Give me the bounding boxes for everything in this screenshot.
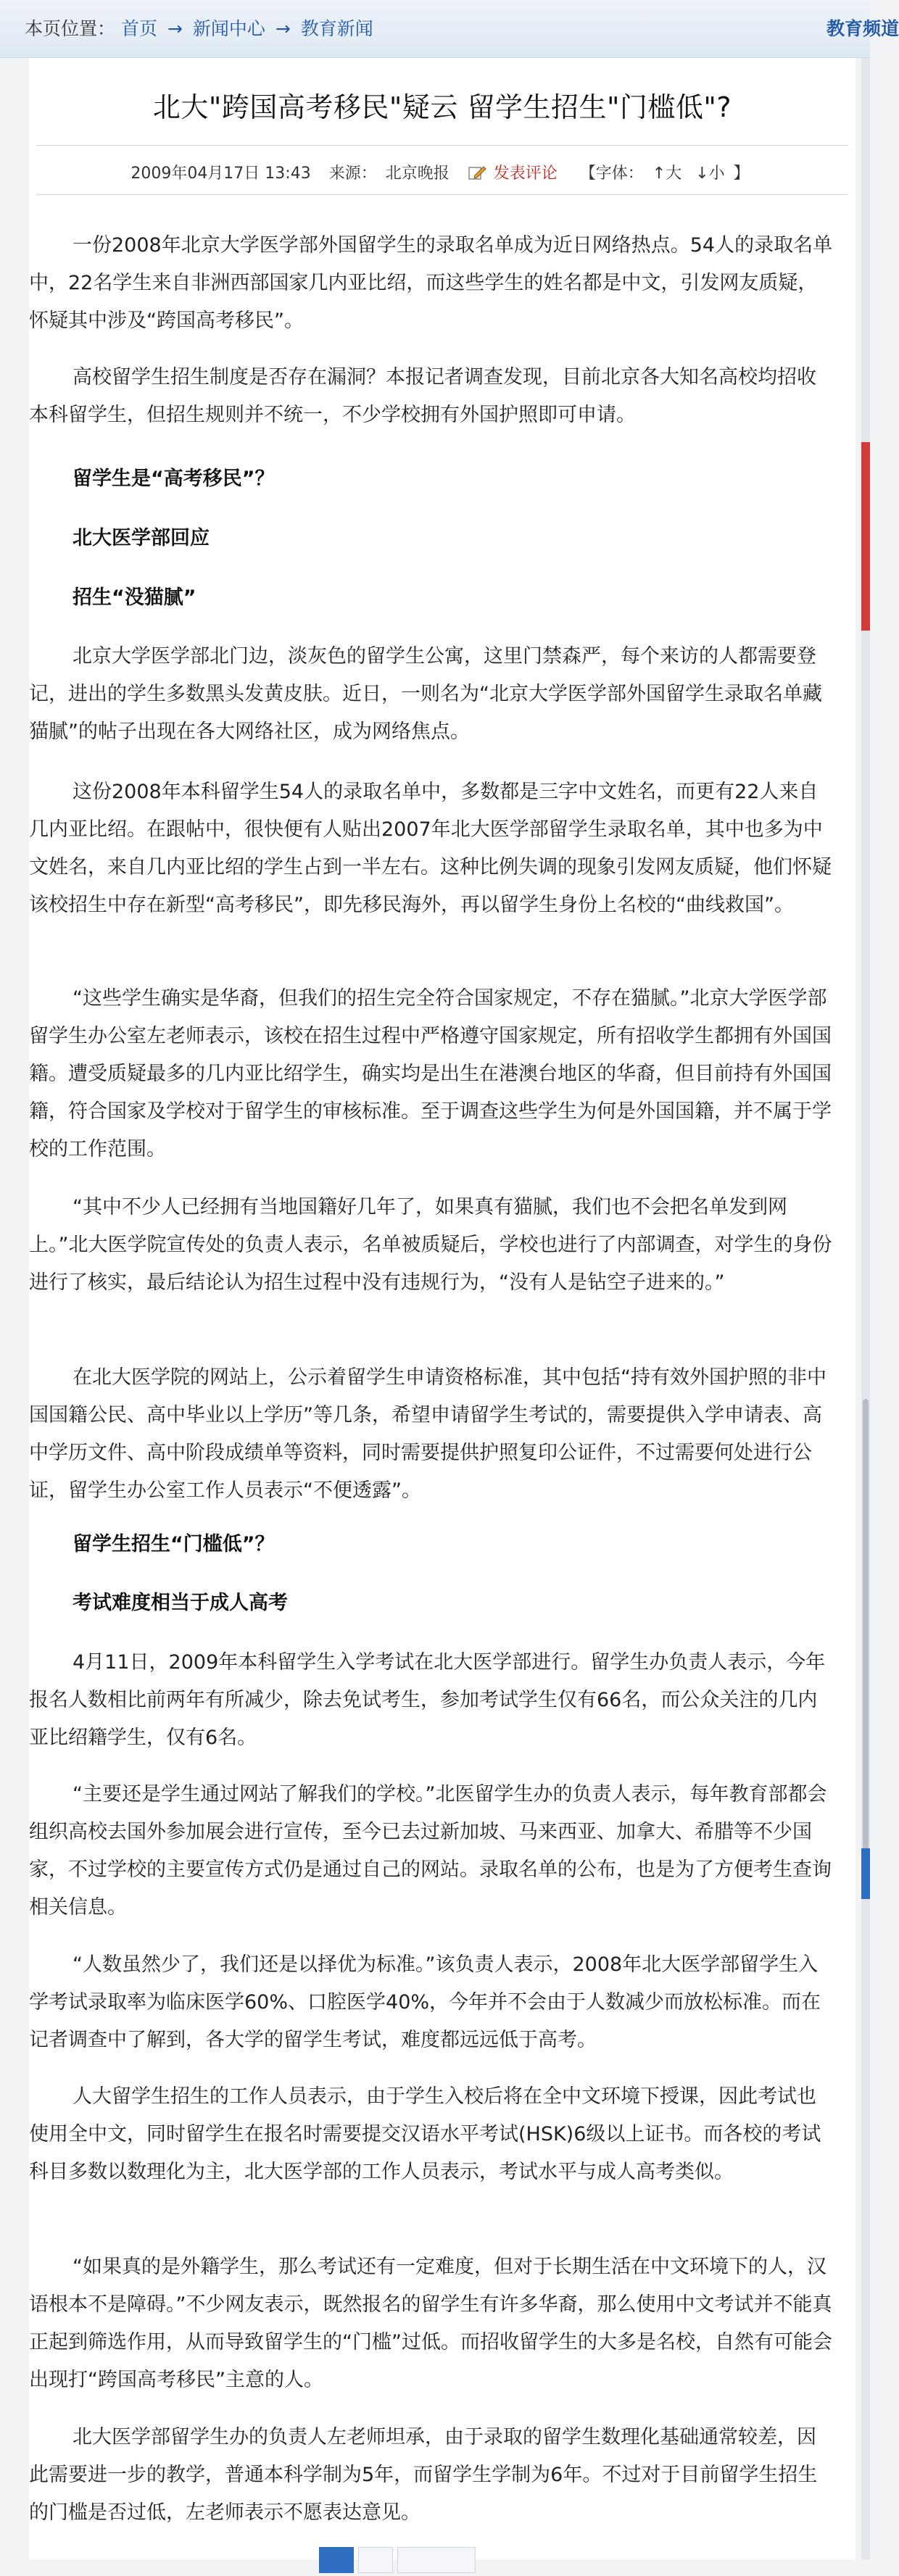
article-paragraph: “主要还是学生通过网站了解我们的学校。”北医留学生办的负责人表示，每年教育部都会组织高校去国外参加展会进行宣传，至今已去过新加坡、马来西亚、加拿大、希腊等不少国家，不过学校的主要宣传方式仍是通过自己的网站。录取名单的公布，也是为了方便考生查询相关信息。 [29, 1783, 832, 1919]
publish-date: 2009年04月17日 13:43 [130, 165, 311, 183]
article-paragraph: “如果真的是外籍学生，那么考试还有一定难度，但对于长期生活在中文环境下的人，汉语根本不是障碍。”不少网友表示，既然报名的留学生有许多华裔，那么使用中文考试并不能真正起到筛选作用，从而导致留学生的“门槛”过低。而招收留学生的大多是名校，自然有可能会出现打“跨国高考移民”主意的人。 [29, 2256, 832, 2391]
meta-divider [36, 194, 848, 195]
article-paragraph: 这份2008年本科留学生54人的录取名单中，多数都是三字中文姓名，而更有22人来自几内亚比绍。在跟帖中，很快便有人贴出2007年北大医学部留学生录取名单，其中也多为中文姓名，来自几内亚比绍的学生占到一半左右。这种比例失调的现象引发网友质疑，他们怀疑该校招生中存在新型“高考移民”，即先移民海外，再以留学生身份上名校的“曲线救国”。 [29, 781, 832, 916]
side-banner-red [861, 442, 870, 631]
page-scrollbar[interactable] [861, 58, 870, 2559]
breadcrumb-link-home[interactable]: 首页 [120, 18, 157, 39]
comment-label[interactable]: 发表评论 [493, 165, 558, 183]
article-paragraph: “这些学生确实是华裔，但我们的招生完全符合国家规定，不存在猫腻。”北京大学医学部留学生办公室左老师表示，该校在招生过程中严格遵守国家规定，所有招收学生都拥有外国国籍。遭受质疑最多的几内亚比绍学生，确实均是出生在港澳台地区的华裔，但目前持有外国国籍，符合国家及学校对于留学生的审核标准。至于调查这些学生为何是外国国籍，并不属于学校的工作范围。 [29, 987, 832, 1160]
article-paragraph: 北大医学部留学生办的负责人左老师坦承，由于录取的留学生数理化基础通常较差，因此需要进一步的教学，普通本科学制为5年，而留学生学制为6年。不过对于目前留学生招生的门槛是否过低，左老师表示不愿表达意见。 [29, 2426, 818, 2524]
breadcrumb-link-news-center[interactable]: 新闻中心 [192, 18, 265, 39]
font-smaller-button[interactable]: ↓小 [695, 165, 725, 183]
title-divider [36, 145, 848, 146]
breadcrumb-arrow-icon: → [167, 18, 183, 39]
section-heading: 留学生招生“门槛低”？ [72, 1533, 275, 1555]
article-paragraph: 4月11日，2009年本科留学生入学考试在北大医学部进行。留学生办负责人表示，今年报名人数相比前两年有所减少，除去免试考生，参加考试学生仅有66名，而公众关注的几内亚比绍籍学生，仅有6名。 [29, 1651, 826, 1749]
font-label-close: 】 [733, 165, 750, 183]
article-meta [29, 159, 856, 188]
page-button-current[interactable] [319, 2547, 354, 2573]
pen-icon [468, 165, 486, 180]
article-paragraph: “其中不少人已经拥有当地国籍好几年了，如果真有猫腻，我们也不会把名单发到网上。”北大医学院宣传处的负责人表示，名单被质疑后，学校也进行了内部调查，对学生的身份进行了核实，最后结论认为招生过程中没有违规行为，“没有人是钻空子进来的。” [29, 1196, 832, 1294]
section-heading: 留学生是“高考移民”？ [72, 468, 275, 490]
section-heading: 招生“没猫腻” [72, 586, 196, 609]
breadcrumb-bar [0, 0, 899, 58]
article-paragraph: 在北大医学院的网站上，公示着留学生申请资格标准，其中包括“持有效外国护照的非中国国籍公民、高中毕业以上学历”等几条，希望申请留学生考试的，需要提供入学申请表、高中学历文件、高中阶段成绩单等资料，同时需要提供护照复印公证件，不过需要何处进行公证，留学生办公室工作人员表示“不便透露”。 [29, 1366, 826, 1502]
source-label: 来源： [328, 165, 377, 183]
article-title: 北大"跨国高考移民"疑云 留学生招生"门槛低"? [152, 91, 732, 123]
scrollbar-thumb[interactable] [863, 1399, 869, 1863]
channel-link[interactable]: 教育频道 [826, 18, 899, 39]
font-size-control [576, 165, 754, 183]
article-paragraph: 高校留学生招生制度是否存在漏洞？本报记者调查发现，目前北京各大知名高校均招收本科留学生，但招生规则并不统一，不少学校拥有外国护照即可申请。 [29, 366, 816, 426]
source-info [325, 165, 454, 183]
breadcrumb-arrow-icon: → [275, 18, 291, 39]
breadcrumb-link-education-news[interactable]: 教育新闻 [300, 18, 373, 39]
font-larger-button[interactable]: ↑大 [652, 165, 682, 183]
breadcrumb [25, 16, 373, 42]
breadcrumb-label: 本页位置： [25, 18, 116, 39]
page-button[interactable] [358, 2547, 393, 2573]
comment-link[interactable] [468, 165, 562, 183]
side-banner-blue [861, 1848, 870, 1899]
page-button-next[interactable] [397, 2547, 476, 2573]
article-paragraph: “人数虽然少了，我们还是以择优为标准。”该负责人表示，2008年北大医学部留学生入学考试录取率为临床医学60%、口腔医学40%，今年并不会由于人数减少而放松标准。而在记者调查中了解到，各大学的留学生考试，难度都远远低于高考。 [29, 1953, 821, 2051]
article-paragraph: 人大留学生招生的工作人员表示，由于学生入校后将在全中文环境下授课，因此考试也使用全中文，同时留学生在报名时需要提交汉语水平考试(HSK)6级以上证书。而各校的考试科目多数以数理化为主，北大医学部的工作人员表示，考试水平与成人高考类似。 [29, 2085, 821, 2183]
section-heading: 考试难度相当于成人高考 [72, 1592, 288, 1614]
article-panel [29, 58, 856, 2559]
article-paragraph: 一份2008年北京大学医学部外国留学生的录取名单成为近日网络热点。54人的录取名单中，22名学生来自非洲西部国家几内亚比绍，而这些学生的姓名都是中文，引发网友质疑，怀疑其中涉及“跨国高考移民”。 [29, 234, 833, 332]
article-paragraph: 北京大学医学部北门边，淡灰色的留学生公寓，这里门禁森严，每个来访的人都需要登记，进出的学生多数黑头发黄皮肤。近日，一则名为“北京大学医学部外国留学生录取名单藏猫腻”的帖子出现在各大网络社区，成为网络焦点。 [29, 645, 822, 743]
source-name: 北京晚报 [385, 165, 450, 183]
pagination [319, 2547, 480, 2576]
section-heading: 北大医学部回应 [72, 527, 210, 549]
font-label: 【字体： [579, 165, 644, 183]
